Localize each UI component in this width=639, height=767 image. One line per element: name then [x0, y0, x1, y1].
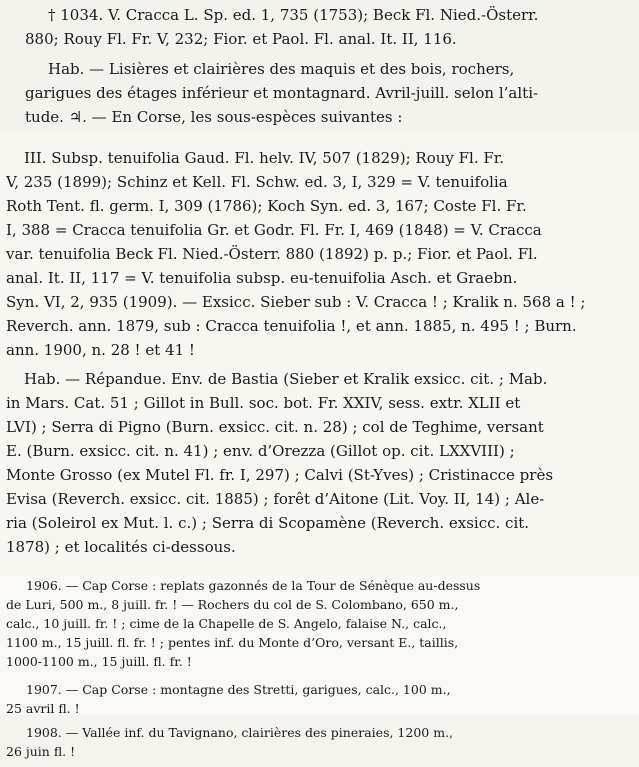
hab-line-7: ria (Soleirol ex Mut. l. c.) ; Serra di Scopamène (Reverch. exsicc. cit.	[6, 514, 530, 532]
hab-line-3: LVI) ; Serra di Pigno (Burn. exsicc. cit. n. 28) ; col de Teghime, versant	[6, 418, 544, 436]
record-1908-line-2: 26 juin fl. !	[6, 744, 76, 759]
hab-line-4: E. (Burn. exsicc. cit. n. 41) ; env. d’Orezza (Gillot op. cit. LXXVIII) ;	[6, 442, 515, 460]
record-1906-line-1: 1906. — Cap Corse : replats gazonnés de la Tour de Sénèque au-dessus	[26, 578, 481, 593]
subsp-line-9: ann. 1900, n. 28 ! et 41 !	[6, 341, 195, 359]
subsp-line-1: III. Subsp. tenuifolia Gaud. Fl. helv. IV, 507 (1829); Rouy Fl. Fr.	[24, 149, 505, 167]
record-1906-line-3: calc., 10 juill. fr. ! ; cime de la Chapelle de S. Angelo, falaise N., calc.,	[6, 616, 447, 631]
subsp-line-5: var. tenuifolia Beck Fl. Nied.-Österr. 880 (1892) p. p.; Fior. et Paol. Fl.	[6, 245, 538, 263]
habitat-line-3: tude. ♃. — En Corse, les sous-espèces suivantes :	[25, 108, 403, 126]
subsp-line-3: Roth Tent. fl. germ. I, 309 (1786); Koch Syn. ed. 3, 167; Coste Fl. Fr.	[6, 197, 527, 215]
species-title-line-1: † 1034. V. Cracca L. Sp. ed. 1, 735 (1753); Beck Fl. Nied.-Österr.	[48, 6, 539, 24]
record-1906-line-4: 1100 m., 15 juill. fl. fr. ! ; pentes inf. du Monte d’Oro, versant E., taillis,	[6, 635, 459, 650]
subsp-line-4: I, 388 = Cracca tenuifolia Gr. et Godr. Fl. Fr. I, 469 (1848) = V. Cracca	[6, 221, 542, 239]
subsp-line-6: anal. It. II, 117 = V. tenuifolia subsp. eu-tenuifolia Asch. et Graebn.	[6, 269, 518, 287]
record-1907-line-2: 25 avril fl. !	[6, 701, 80, 716]
subsp-line-8: Reverch. ann. 1879, sub : Cracca tenuifolia !, et ann. 1885, n. 495 ! ; Burn.	[6, 317, 577, 335]
hab-line-2: in Mars. Cat. 51 ; Gillot in Bull. soc. bot. Fr. XXIV, sess. extr. XLII et	[6, 394, 521, 412]
hab-line-5: Monte Grosso (ex Mutel Fl. fr. I, 297) ; Calvi (St-Yves) ; Cristinacce près	[6, 466, 554, 484]
subsp-line-7: Syn. VI, 2, 935 (1909). — Exsicc. Sieber sub : V. Cracca ! ; Kralik n. 568 a ! ;	[6, 293, 586, 311]
record-1906-line-2: de Luri, 500 m., 8 juill. fr. ! — Rochers du col de S. Colombano, 650 m.,	[6, 597, 459, 612]
hab-line-6: Evisa (Reverch. exsicc. cit. 1885) ; forêt d’Aitone (Lit. Voy. II, 14) ; Ale-	[6, 490, 545, 508]
record-1908-line-1: 1908. — Vallée inf. du Tavignano, clairières des pineraies, 1200 m.,	[26, 725, 454, 740]
record-1906-line-5: 1000-1100 m., 15 juill. fl. fr. !	[6, 654, 192, 669]
hab-line-1: Hab. — Répandue. Env. de Bastia (Sieber et Kralik exsicc. cit. ; Mab.	[24, 370, 548, 388]
hab-line-8: 1878) ; et localités ci-dessous.	[6, 538, 236, 556]
subsp-line-2: V, 235 (1899); Schinz et Kell. Fl. Schw. ed. 3, I, 329 = V. tenuifolia	[6, 173, 508, 191]
habitat-line-1: Hab. — Lisières et clairières des maquis et des bois, rochers,	[48, 60, 515, 78]
record-1907-line-1: 1907. — Cap Corse : montagne des Stretti, garigues, calc., 100 m.,	[26, 682, 451, 697]
species-title-line-2: 880; Rouy Fl. Fr. V, 232; Fior. et Paol. Fl. anal. It. II, 116.	[25, 30, 457, 48]
habitat-line-2: garigues des étages inférieur et montagnard. Avril-juill. selon l’alti-	[25, 84, 539, 102]
